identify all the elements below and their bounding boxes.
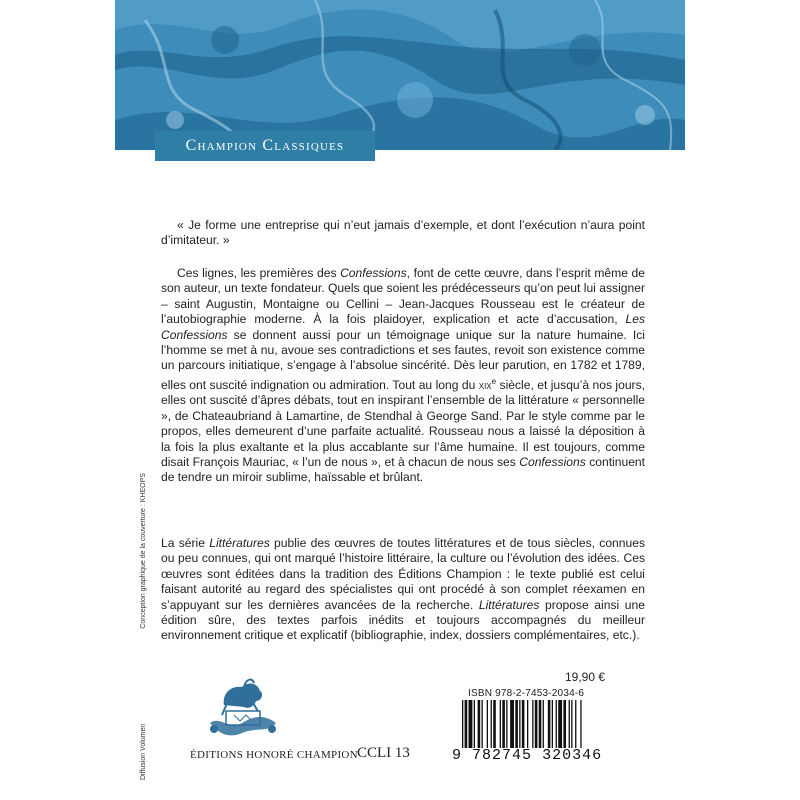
design-credit: Conception graphique de la couverture : KHEOPS — [140, 473, 147, 629]
barcode-bar — [474, 700, 475, 748]
barcode-bar — [469, 700, 473, 748]
blurb-text: Ces lignes, les premières des — [177, 266, 341, 280]
barcode-bar — [487, 700, 488, 748]
barcode-bar — [491, 700, 492, 748]
barcode-bar — [519, 700, 520, 748]
barcode-bar — [522, 700, 525, 748]
publisher-name: ÉDITIONS HONORÉ CHAMPION — [190, 749, 358, 761]
title-italic: Confessions — [519, 454, 586, 469]
isbn-barcode — [460, 700, 648, 748]
barcode-bar — [563, 700, 566, 748]
barcode-digits — [452, 747, 602, 764]
opening-quote — [161, 218, 645, 249]
blurb-text: continuent de tendre un miroir sublime, haïssable et brûlant. — [161, 454, 646, 485]
series-name-italic: Littératures — [478, 597, 540, 612]
blurb-text: , font de cette œuvre, dans l’esprit même de son auteur, un texte fondateur. Quels que soient les prédécesseurs qu’on peut lui assigner – saint Augustin, Montaigne ou Cellini – Jean-Jacques Rousseau est le créateur de l’autobiographie moderne. À la fois plaidoyer, explication et acte d’accusation, — [161, 266, 645, 327]
series-text: propose ainsi une édition sûre, des textes parfois inédits et toujours accompagnés du meilleur environnement critique et explicatif (bibliographie, index, dossiers complémentaires, etc.). — [161, 597, 645, 643]
price: 19,90 € — [565, 670, 606, 684]
title-italic: Confessions — [340, 266, 407, 280]
quote-text: « Je forme une entreprise qui n’eut jamais d’exemple, et dont l’exécution n’aura point d’imitateur. » — [161, 218, 645, 248]
series-description — [161, 536, 645, 644]
publisher-horse-emblem-icon — [204, 675, 282, 743]
barcode-bar — [465, 700, 468, 748]
barcode-bar — [506, 700, 507, 748]
barcode-bar — [532, 700, 533, 748]
barcode-bar — [556, 700, 557, 748]
barcode-bar — [482, 700, 483, 748]
series-banner: Champion Classiques — [155, 131, 375, 161]
isbn: ISBN 978-2-7453-2034-6 — [468, 688, 585, 699]
century-superscript: e — [491, 376, 497, 386]
barcode-bar — [515, 700, 518, 748]
barcode-bar — [502, 700, 505, 748]
barcode-bar — [493, 700, 496, 748]
barcode-bar — [462, 700, 463, 748]
barcode-bar — [535, 700, 538, 748]
series-number: CCLI 13 — [357, 745, 410, 761]
barcode-bar — [569, 700, 570, 748]
title-italic: Les Confessions — [161, 312, 645, 342]
barcode-bar — [478, 700, 481, 748]
cover-marbled-artwork — [115, 0, 685, 150]
barcode-bar — [558, 700, 562, 748]
series-text: publie des œuvres de toutes littératures et de tous siècles, connues ou peu connues, qui ont marqué l’histoire littéraire, la culture ou l’évolution des idées. Ces œuvres sont éditées dans la tradition des Éditions Champion : le texte publié est celui faisant autorité au regard des spécialistes qui ont procédé à son complet réexamen en s’appuyant sur les dernières avancées de la recherche. — [161, 536, 645, 612]
blurb-text: siècle, et jusqu’à nos jours, elles ont suscité d’âpres débats, tout en inspirant l’ensemble de la littérature « personnelle », de Chateaubriand à Lamartine, de Stendhal à George Sand. Par le style comme par le propos, elles demeurent d’une parfaite actualité. Rousseau nous a laissé la déposition à la fois la plus exaltante et la plus accablante sur l’âme humaine. Il est toujours, comme disait François Mauriac, « l’un de nous », et à chacun de nous ses — [161, 377, 645, 469]
barcode-bar — [571, 700, 572, 748]
barcode-bar — [527, 700, 528, 748]
distribution-credit: Diffusion Volumen — [140, 723, 147, 780]
series-text: La série — [161, 536, 210, 550]
century-numeral: xix — [478, 377, 492, 392]
barcode-bar — [575, 700, 576, 748]
series-name-italic: Littératures — [209, 536, 270, 550]
side-credit — [140, 473, 147, 780]
blurb-paragraph — [161, 266, 645, 486]
barcode-bar — [543, 700, 544, 748]
blurb-text: se donnent aussi pour un témoignage unique sur la nature humaine. Ici l’homme se met à nu, avoue ses contradictions et ses fautes, revoit son existence comme un parcours initiatique, s’engage à l’absolue sincérité. Dès leur parution, en 1782 et 1789, elles ont suscité indignation ou admiration. Tout au long du — [161, 327, 645, 392]
barcode-bar — [548, 700, 551, 748]
barcode-bar — [580, 700, 581, 748]
barcode-bar — [552, 700, 553, 748]
barcode-bar — [510, 700, 514, 748]
barcode-left-group: 782745 — [472, 747, 533, 764]
barcode-bar — [539, 700, 542, 748]
barcode-lead-digit: 9 — [452, 747, 463, 764]
barcode-right-group: 320346 — [542, 747, 603, 764]
barcode-bar — [500, 700, 501, 748]
